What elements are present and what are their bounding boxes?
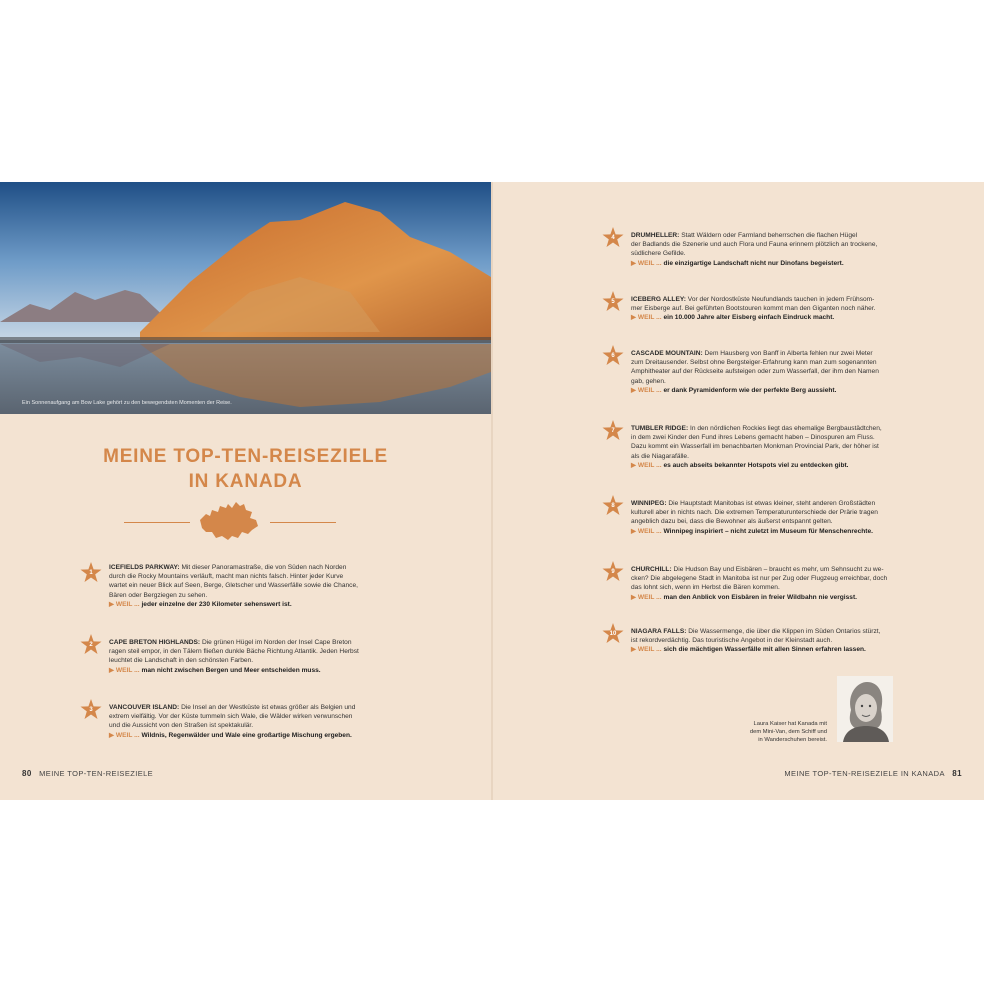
entry-heading: ICEBERG ALLEY: (631, 296, 686, 303)
reason-text: es auch abseits bekannter Hotspots viel zu entdecken gibt. (663, 461, 849, 469)
entry-text: cken? Die abgelegene Stadt in Manitoba ist nur per Zug oder Flugzeug erreichbar, doch (631, 575, 888, 583)
entry-heading: NIAGARA FALLS: (631, 628, 687, 635)
triangle-arrow-icon: ▶ (631, 593, 638, 601)
weil-label: WEIL ... (637, 527, 662, 535)
entry-heading: TUMBLER RIDGE: (631, 425, 689, 432)
badge-number: 2 (89, 642, 93, 648)
entry-text: das lohnt sich, wenn im Herbst die Bären kommen. (631, 584, 780, 592)
entry-heading: VANCOUVER ISLAND: (109, 704, 180, 711)
entry-heading: DRUMHELLER: (631, 232, 680, 239)
entry-text: ragen steil empor, in den Tälern fließen dunkle Bäche Richtung Atlantik. Jeden Herbst (109, 648, 359, 656)
entry-heading: WINNIPEG: (631, 500, 667, 507)
photo-caption: Ein Sonnenaufgang am Bow Lake gehört zu den bewegendsten Momenten der Reise. (22, 400, 232, 406)
entry-text: Statt Wäldern oder Farmland beherrschen die flachen Hügel (681, 232, 858, 239)
star-badge-icon (80, 634, 102, 656)
entry-text: wartet ein neuer Blick auf Seen, Berge, Gletscher und Wasserfälle sowie die Chance, (109, 582, 358, 590)
entry-reason (631, 260, 844, 267)
triangle-arrow-icon: ▶ (631, 386, 638, 394)
entry-heading: ICEFIELDS PARKWAY: (109, 564, 180, 571)
star-badge-icon (602, 420, 624, 442)
list-item (631, 295, 906, 323)
entry-reason (631, 462, 849, 469)
weil-label: WEIL ... (115, 600, 140, 608)
reason-text: man den Anblick von Eisbären in freier Wildbahn nie vergisst. (663, 593, 857, 601)
landscape-photo (0, 182, 491, 414)
weil-label: WEIL ... (637, 386, 662, 394)
badge-number: 5 (611, 299, 615, 305)
list-item (631, 499, 906, 536)
entry-text: Die Insel an der Westküste ist etwas größer als Belgien und (181, 704, 356, 711)
title-line-2: IN KANADA (188, 471, 303, 492)
badge-number: 10 (609, 631, 617, 637)
entry-reason (631, 594, 857, 601)
triangle-arrow-icon: ▶ (631, 527, 638, 535)
entry-reason (631, 528, 873, 535)
entry-text: südlichere Gefilde. (631, 250, 686, 258)
reason-text: Wildnis, Regenwälder und Wale eine großartige Mischung ergeben. (141, 731, 352, 739)
weil-label: WEIL ... (115, 666, 140, 674)
weil-label: WEIL ... (637, 314, 662, 322)
weil-label: WEIL ... (637, 646, 662, 654)
badge-number: 1 (89, 570, 93, 576)
reason-text: sich die mächtigen Wasserfälle mit allen Sinnen erfahren lassen. (663, 646, 866, 654)
list-item (109, 703, 384, 740)
triangle-arrow-icon: ▶ (109, 666, 116, 674)
reason-text: er dank Pyramidenform wie der perfekte Berg aussieht. (663, 386, 837, 394)
page-title (0, 444, 491, 494)
list-item (109, 638, 384, 675)
reason-text: man nicht zwischen Bergen und Meer entscheiden muss. (141, 666, 321, 674)
triangle-arrow-icon: ▶ (109, 600, 116, 608)
reason-text: Winnipeg inspiriert – nicht zuletzt im Museum für Menschenrechte. (663, 527, 873, 535)
book-spread (0, 182, 984, 800)
entry-heading: CHURCHILL: (631, 566, 672, 573)
badge-number: 9 (611, 569, 615, 575)
left-footer (22, 769, 153, 778)
triangle-arrow-icon: ▶ (631, 314, 638, 322)
badge-number: 8 (611, 503, 615, 509)
entry-text: in dem zwei Kinder den Fund ihres Lebens gemacht haben – Dinospuren am Fluss. (631, 434, 875, 442)
entry-text: zum Dreitausender. Selbst ohne Bergsteiger-Erfahrung kann man zum sogenannten (631, 359, 877, 367)
author-portrait (837, 676, 893, 742)
entry-reason (631, 646, 866, 653)
entry-text: Bären oder Bergziegen zu sehen. (109, 591, 208, 599)
star-badge-icon (602, 227, 624, 249)
triangle-arrow-icon: ▶ (631, 646, 638, 654)
weil-label: WEIL ... (637, 593, 662, 601)
list-item (631, 627, 906, 655)
star-badge-icon (602, 291, 624, 313)
list-item (631, 424, 906, 470)
divider-left (124, 522, 190, 523)
page-number-left: 80 (22, 769, 32, 778)
badge-number: 4 (611, 235, 615, 241)
entry-text: Dazu kommt ein Wasserfall im benachbarten Monkman Provincial Park, der höher ist (631, 443, 879, 451)
author-caption (722, 720, 827, 744)
entry-text: Die Hauptstadt Manitobas ist etwas kleiner, steht anderen Großstädten (668, 500, 876, 507)
right-footer (784, 769, 962, 778)
running-head-left: MEINE TOP-TEN-REISEZIELE (39, 769, 154, 778)
entry-text: In den nördlichen Rockies liegt das ehemalige Bergbaustädtchen, (690, 425, 882, 432)
entry-text: gab, gehen. (631, 377, 666, 385)
entry-text: Dem Hausberg von Banff in Alberta fehlen nur zwei Meter (704, 350, 873, 357)
entry-text: als die Niagarafälle. (631, 452, 689, 460)
entry-reason (109, 601, 292, 608)
triangle-arrow-icon: ▶ (109, 731, 116, 739)
entry-text: durch die Rocky Mountains verläuft, macht man nichts falsch. Hinter jeder Kurve (109, 573, 344, 581)
title-line-1: MEINE TOP-TEN-REISEZIELE (103, 446, 388, 467)
entry-text: und die Aussicht von den Straßen ist spektakulär. (109, 722, 254, 730)
canada-map-icon (198, 500, 260, 549)
badge-number: 7 (611, 428, 615, 434)
entry-text: Die Wassermenge, die über die Klippen im Süden Ontarios stürzt, (688, 628, 881, 635)
star-badge-icon (80, 562, 102, 584)
entry-text: kulturell aber in nichts nach. Die extremen Temperaturunterschiede der Prärie tragen (631, 509, 878, 517)
entry-text: angeblich dazu bei, dass die Bewohner als äußerst entspannt gelten. (631, 518, 833, 526)
entry-text: leuchtet die Landschaft in den schönsten Farben. (109, 657, 254, 665)
page-number-right: 81 (952, 769, 962, 778)
divider-right (270, 522, 336, 523)
entry-reason (109, 732, 352, 739)
entry-text: der Badlands die Szenerie und auch Flora und Fauna erinnern plötzlich an trockene, (631, 241, 878, 249)
entry-text: Mit dieser Panoramastraße, die von Süden nach Norden (181, 564, 347, 571)
star-badge-icon (602, 623, 624, 645)
author-caption-line: Laura Kaiser hat Kanada mit (753, 721, 827, 727)
weil-label: WEIL ... (637, 259, 662, 267)
entry-text: mer Eisberge auf. Bei geführten Bootstouren kommt man den Giganten noch näher. (631, 305, 876, 313)
entry-text: Vor der Nordostküste Neufundlands tauchen in jedem Frühsom- (687, 296, 875, 303)
entry-reason (631, 387, 836, 394)
entry-text: ist rekordverdächtig. Das touristische Angebot in der Kleinstadt auch. (631, 637, 833, 645)
entry-text: Amphitheater auf der Rückseite aufsteigen oder zum Wasserfall, der ihm den Namen (631, 368, 879, 376)
star-badge-icon (602, 345, 624, 367)
weil-label: WEIL ... (115, 731, 140, 739)
star-badge-icon (602, 495, 624, 517)
entry-reason (631, 314, 834, 321)
badge-number: 3 (89, 707, 93, 713)
triangle-arrow-icon: ▶ (631, 461, 638, 469)
author-caption-line: dem Mini-Van, dem Schiff und (749, 729, 827, 735)
list-item (631, 349, 906, 395)
entry-text: Die Hudson Bay und Eisbären – braucht es mehr, um Sehnsucht zu we- (673, 566, 884, 573)
gutter (491, 182, 493, 800)
entry-text: extrem vielfältig. Vor der Küste tummeln sich Wale, die Wälder wirken verwunschen (109, 713, 353, 721)
star-badge-icon (80, 699, 102, 721)
entry-reason (109, 667, 321, 674)
star-badge-icon (602, 561, 624, 583)
reason-text: die einzigartige Landschaft nicht nur Dinofans begeistert. (663, 259, 844, 267)
triangle-arrow-icon: ▶ (631, 259, 638, 267)
list-item (631, 231, 906, 268)
entry-heading: CASCADE MOUNTAIN: (631, 350, 703, 357)
entry-heading: CAPE BRETON HIGHLANDS: (109, 639, 201, 646)
list-item (631, 565, 906, 602)
running-head-right: MEINE TOP-TEN-REISEZIELE IN KANADA (784, 769, 945, 778)
reason-text: jeder einzelne der 230 Kilometer sehenswert ist. (141, 600, 292, 608)
weil-label: WEIL ... (637, 461, 662, 469)
reason-text: ein 10.000 Jahre alter Eisberg einfach Eindruck macht. (663, 314, 835, 322)
list-item (109, 563, 384, 609)
entry-text: Die grünen Hügel im Norden der Insel Cape Breton (201, 639, 352, 646)
badge-number: 6 (611, 353, 615, 359)
author-caption-line: in Wanderschuhen bereist. (758, 737, 827, 743)
